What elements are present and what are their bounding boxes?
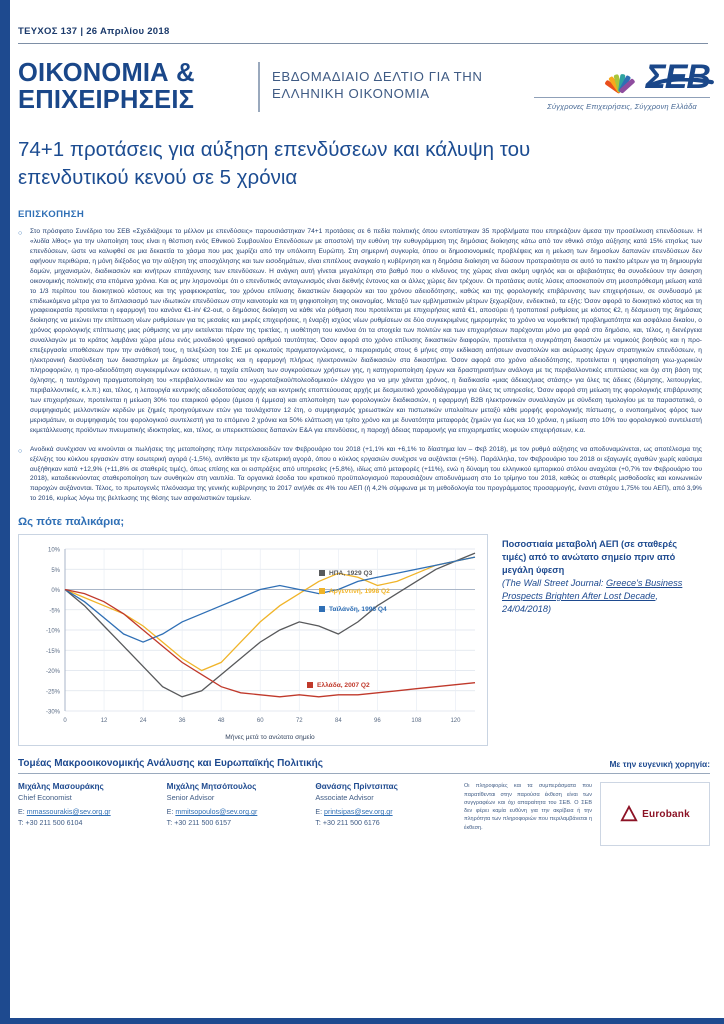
email-label: E: xyxy=(166,808,174,817)
chart-container xyxy=(18,534,488,746)
gdp-recession-line-chart xyxy=(19,535,487,745)
contact-role: Associate Advisor xyxy=(315,793,374,803)
bullet-circle-icon: ○ xyxy=(18,447,23,455)
page-content xyxy=(18,0,710,846)
svg-text:-5%: -5% xyxy=(49,608,60,615)
source-suffix: , 24/04/2018) xyxy=(502,590,658,614)
svg-text:36: 36 xyxy=(178,718,186,725)
svg-text:-20%: -20% xyxy=(45,669,60,676)
sponsor-logo xyxy=(600,782,710,846)
footer-department: Τομέας Μακροοικονομικής Ανάλυσης και Ευρωπαϊκής Πολιτικής xyxy=(18,758,323,770)
contact-email-line xyxy=(167,807,306,828)
sev-logo xyxy=(534,58,710,111)
svg-text:Μήνες μετά το ανώτατο σημείο: Μήνες μετά το ανώτατο σημείο xyxy=(225,734,315,742)
sev-logo-text: ΣΕΒ xyxy=(645,57,710,96)
svg-text:-30%: -30% xyxy=(45,709,60,716)
svg-text:84: 84 xyxy=(334,718,342,725)
email-label: E: xyxy=(315,808,323,817)
contact-card xyxy=(18,782,167,846)
svg-text:12: 12 xyxy=(100,718,108,725)
svg-text:-10%: -10% xyxy=(45,628,60,635)
burst-icon xyxy=(604,60,644,94)
contact-card xyxy=(315,782,464,846)
chart-caption-bold: Ποσοστιαία μεταβολή ΑΕΠ (σε σταθερές τιμές) από το ανώτατο σημείο πριν από μεγάλη ύφεση xyxy=(502,539,678,576)
list-item xyxy=(18,227,710,436)
list-item xyxy=(18,445,710,505)
masthead-title: ΟΙΚΟΝΟΜΙΑ & ΕΠΙΧΕΙΡΗΣΕΙΣ xyxy=(18,59,195,115)
svg-text:Αργεντινή, 1998 Q2: Αργεντινή, 1998 Q2 xyxy=(329,588,390,596)
contact-email-line xyxy=(315,807,454,828)
svg-text:ΗΠΑ, 1929 Q3: ΗΠΑ, 1929 Q3 xyxy=(329,570,373,578)
source-link[interactable]: Greece's Business Prospects Brighten After Lost Decade xyxy=(502,577,683,601)
svg-text:Ελλάδα, 2007 Q2: Ελλάδα, 2007 Q2 xyxy=(317,682,370,690)
svg-text:108: 108 xyxy=(411,718,422,725)
contact-name: Θανάσης Πρίντσιπας xyxy=(315,782,398,792)
sev-logo-graphic xyxy=(534,57,710,96)
eurobank-triangle-icon xyxy=(620,805,638,823)
svg-text:10%: 10% xyxy=(47,547,60,554)
svg-text:48: 48 xyxy=(217,718,225,725)
overview-label: ΕΠΙΣΚΟΠΗΣΗ xyxy=(18,208,85,220)
svg-text:0: 0 xyxy=(63,718,67,725)
email-label: E: xyxy=(18,808,25,817)
contact-card xyxy=(167,782,316,846)
svg-text:-15%: -15% xyxy=(45,649,60,656)
footer-header xyxy=(18,758,710,769)
svg-text:5%: 5% xyxy=(51,568,60,575)
phone-label: T: xyxy=(18,818,24,827)
paragraph-text: Ανοδικά συνέχισαν να κινούνται οι πωλήσεις της μεταποίησης πλην πετρελαιοειδών τον Φεβρουάριο του 2018 (+1,1% και +6,1% το δίαστημα Ιαν – Φεβ 2018), με τον ρυθμό αύξησης να αποδυναμώνεται, ως αποτέλεσμα της εξέλιξης του κύκλου εργασιών στην εσωτερική αγορά (-1,5%), αντίθετα με την εξωτερική αγορά, όπου ο κύκλος εργασιών συνέχισε να αυξάνεται (+5%). Παράλληλα, τον Φεβρουάριο του 2018 οι εξαγωγές αγαθών χωρίς καύσιμα αυξήθηκαν κατά +12,9% (+11,8% σε σταθερές τιμές), όπως επίσης και οι εισπράξεις από υπηρεσίες (+5,8%), ιδίως από μεταφορές (+11%), ενώ η δύναμη του ελληνικού εμπορικού στόλου αναχώται (+0,7% τον Φεβρουάριο του 2018), καταδεικνύοντας σταθεροποίηση των συνθηκών στη ναυτιλία. Τα οργανικά έσοδα του κρατικού προϋπολογισμού παρουσιάζουν αποδυνάμωση στο 1ο τρίμηνο του 2018, καθώς οι σταθερές μισθοδοσίες και κοινωνικών παροχών αυξάνονται. Τέλος, το πρωτογενές πλεόνασμα της γενικής κυβέρνησης το 2017 ανήλθε σε 4% του ΑΕΠ (ή 4,2% σύμφωνα με τη μεθοδολογία του προγράμματος προσαρμογής, έναντι στόχου 1,75% του ΑΕΠ), από 3,9% το 2016, κυρίως λόγω της βελτίωσης της θέσης των ασφαλιστικών ταμείων. xyxy=(30,445,702,503)
phone-value: +30 211 500 6176 xyxy=(322,818,380,827)
page-title: 74+1 προτάσεις για αύξηση επενδύσεων και κάλυψη του επενδυτικού κενού σε 5 χρόνια xyxy=(18,138,531,189)
swoosh-icon xyxy=(644,78,718,88)
svg-text:0%: 0% xyxy=(51,588,60,595)
contact-name: Μιχάλης Μητσόπουλος xyxy=(166,782,257,792)
svg-text:72: 72 xyxy=(295,718,303,725)
contact-name: Μιχάλης Μασουράκης xyxy=(18,782,104,792)
bullet-circle-icon: ○ xyxy=(18,229,23,237)
sponsor-label: Με την ευγενική χορηγία: xyxy=(609,759,710,770)
email-link[interactable]: printsipas@sev.org.gr xyxy=(324,808,393,817)
disclaimer-row xyxy=(464,782,710,846)
issue-line: ΤΕΥΧΟΣ 137 | 26 Απριλίου 2018 xyxy=(18,26,170,37)
disclaimer-text: Οι πληροφορίες και τα συμπεράσματα που παρατίθενται στην παρούσα έκθεση είναι των συγγραφέων και όχι απαραίτητα του ΣΕΒ. Ο ΣΕΒ δεν φέρει καμία ευθύνη για την ακρίβεια ή την πληρότητα των πληροφοριών που περιλαμβάνεται η έκθεση. xyxy=(464,783,593,831)
phone-value: +30 211 500 6157 xyxy=(174,818,232,827)
bottom-accent-bar xyxy=(0,1018,724,1024)
phone-label: T: xyxy=(315,818,321,827)
overview-bullets xyxy=(18,227,710,504)
contacts-row xyxy=(18,782,710,846)
chart-caption xyxy=(502,534,698,746)
chart-caption-source xyxy=(502,577,698,616)
masthead xyxy=(18,58,710,114)
chart-heading: Ως πότε παλικάρια; xyxy=(18,516,125,529)
masthead-vertical-rule xyxy=(258,62,260,112)
footer-divider xyxy=(18,773,710,774)
paragraph-text: Στο πρόσφατο Συνέδριο του ΣΕΒ «Σχεδιάζουμε το μέλλον με επενδύσεις» παρουσιάστηκαν 74+1 προτάσεις σε 6 πεδία πολιτικής όπου εντοπίστηκαν 35 προβλήματα που επηρεάζουν άμεσα την προσέλκυση επενδύσεων. Η «λυδία λίθος» για την υλοποίηση τους είναι η θέσπιση ενός Εθνικού Συμβουλίου Επενδύσεων με αποστολή την ευθύνη την ευθυγράμμιση της δημόσιας διοίκησης κάτω από τον εθνικό στόχο αύξησης κατά 15% ετησίως των επενδύσεων, ώστε να καλυφθεί σε μια δεκαετία το χάσμα που μας χωρίζει από την υπόλοιπη Ευρώπη. Στη σημερινή συγκυρία, όπου οι δημοσιονομικές προβλέψεις και η μείωση των δημοσίων δαπανών επενδύσεων δεν αφήνουν περιθώρια, η μόνη διέξοδος για την αύξηση της αποσχόλησης και των εισοδημάτων, είναι επιτέλους αναγκαίο η κυβέρνηση και η δημόσια διοίκηση να δώσουν προτεραιότητα σε αυτό το πακέτο μέτρων για τη δημιουργία δομών, μηχανισμών, διαδικασιών και κινήτρων επιτάχυνσης των επενδύσεων. Η ανάγκη αυτή γίνεται μεγαλύτερη στο βαθμό που ο κίνδυνος της χώρας είναι ακόμη υψηλός και οι αβεβαιότητες θα συνοδεύουν την άσκηση οικονομικής πολιτικής στα επόμενα χρόνια. Και ας μην λησμονούμε ότι ο επενδυτικός ανταγωνισμός είναι διεθνής έντονος και οι άλλες χώρες δεν τρέχουν. Οι προτάσεις αυτές λύσεις αποσκοπούν στη μεσοπρόθεσμη μείωση κατά το 1/3 περίπου του διοικητικού κόστους και της γραφειοκρατίας, του χρόνου επίλυσης δικαστικών διαφορών και του χρόνου αδειοδότησης, καθώς και της φορολογικής επιβάρυνσης των επιχειρήσεων, σε συνδυασμό με επιδιωκόμενα μέτρα για το διπλασιασμό των ιδιωτικών επενδύσεων στην καινοτομία και τη ψηφιοποίηση της οικονομίας. Μεταξύ των εμβληματικών μέτρων ξεχωρίζουν, ενδεικτικά, τα εξής: Όσον αφορά το διοικητικό κόστος και τη γραφειοκρατία προτείνεται η εφαρμογή του κανόνα €1-in/ €2-out, ο δημόσιος διοίκηση να κάθε νέα ρύθμιση που προτείνεται με επιχειρήσεις κατά €1, αποσύρει ή τροποποιεί ρυθμίσεις με κόστος €2, η δέσμευση της δημόσιας διοίκησης να μειώνει την επίπτωση νέων ρυθμίσεων για τις μεσαίες και μικρές επιχειρήσεις, η έναρξη ισχύος νέων ρυθμίσεων σε δύο συγκεκριμένες ημερομηνίες το χρόνο να νομοθετική προβληματότητα και ασφάλεια δικαίου, ο χρόνος φορολογικής επίπτωσης μιας ρύθμισης να μην εκτείνεται πέραν της τριετίας, η υιοθέτηση του κανόνα ότι τα στοιχεία των πολιτών και των επιχειρήσεων παρέχονται μόνο μια φορά στο δημόσιο, και, τέλος, η διενέργεια συναλλαγών με το κράτος λαμβάνει χώρα μέσω ενός μοναδικού ψηφιακού αριθμού ταυτότητας. Όσον αφορά στο χρόνο επίλυσης δικαστικών διαφορών, προτείνεται η συγκρότηση δικαστών με νομικούς βοηθούς και η προ-επεξεργασία υποθέσεων πριν την ανάθεσή τους, η τελεξιώση του ΣτΕ με ορκωτούς πραγματογνώμονες, ο περιορισμός στους 6 μήνες στην εκδίκαση αιτήσεων αναστολών και ακύρωσης έργων στρατηγικών επενδύσεων, η ηλεκτρονική διασύνδεση των δικαστηρίων με δημόσιες υπηρεσίες και η εφαρμογή πλήρως ηλεκτρονικών διαδικασιών στα δικαστήρια. Όσον αφορά στο χρόνο αδειοδότησης, προτείνεται η ψηφιοποίηση γεω-χωρικών πληροφοριών, η προ-αδειοδότηση συγκεκριμένων εκτάσεων, η ταχεία επίλυση των συγκρούσεων χρήσεων γης, η κατηγοριοποίηση έργων και δραστηριοτήτων ανάλογα με τις περιβαλλοντικές επιπτώσεις και όχι στη βάση της όχλησης, η ταυτόχρονη πραγματοποίηση του «περιβαλλοντικών και του «χωροταξικού/πολεοδομικού» ελέγχου για να μην χάνεται χρόνος, η διαδικασία «μιας άδειας/μιας στάσης» για όλες τις άδειες (δόμησης, λειτουργίας, περιβαλλοντικές, κ.λ.π.) και, τέλος, η λειτουργία κεντρικής αδειοδοτούσας αρχής και κεντρικής εποπτεύουσας αρχής με δεσμευτικό χρονοδιάγραμμα για όλες τις υπηρεσίες. Όσον αφορά στη μείωση της φορολογικής επιβάρυνσης των επιχειρήσεων, προτείνεται η μείωση 30% του εταιρικού φόρου (άμεσα ή έμμεσα) και απλοποίηση των φορολογικών διαδικασιών, η εφαρμογή B2B ηλεκτρονικών συναλλαγών με σύνδεση τιμολογίου με τα παραστατικά, ο συμψηφισμός μελλοντικών κερδών με ζημιές προηγούμενων ετών για τουλάχιστον 12 έτη, ο συμψηφισμός χρεωστικών και πιστωτικών υπολοίπων μεταξύ κάθε μορφής φορολογικής πίστωσης, ο ενοποιημένος φόρος των μερισμάτων, οι συμψηφισμός του φορολογικού συντελεστή για το επόμενο 2 χρόνια και 50% ελάττωση για τρίτο χρόνο και με δυνατότητα μεταφοράς ζημιών για έως και 10 χρόνια, η μείωση στο 10% του φορολογικού συντελεστή εκμετάλλευσης προϊόντων πνευματικής ιδιοκτησίας, και, τέλος, οι υπερεκπτώσεις δαπανών Ε&Α για επενδύσεις, η παροχή άδειας παραμονής για επιχειρηματίες νεοφυών επιχειρήσεων, κ.α. xyxy=(30,227,702,434)
contact-role: Chief Economist xyxy=(18,793,72,803)
svg-text:120: 120 xyxy=(450,718,461,725)
source-prefix: (The Wall Street Journal: xyxy=(502,577,604,588)
contact-email-line xyxy=(18,807,157,828)
sev-logo-tagline: Σύγχρονες Επιχειρήσεις, Σύγχρονη Ελλάδα xyxy=(547,102,697,111)
svg-text:-25%: -25% xyxy=(45,689,60,696)
left-accent-bar xyxy=(0,0,10,1024)
svg-text:24: 24 xyxy=(139,718,147,725)
svg-text:Ταϊλάνδη, 1996 Q4: Ταϊλάνδη, 1996 Q4 xyxy=(329,606,387,614)
sponsor-name: Eurobank xyxy=(642,808,690,820)
contact-role: Senior Advisor xyxy=(166,793,215,803)
chart-row xyxy=(18,534,710,746)
header-divider xyxy=(18,43,708,44)
eurobank-logo xyxy=(620,805,690,823)
email-link[interactable]: mmitsopoulos@sev.org.gr xyxy=(175,808,258,817)
masthead-subtitle: ΕΒΔΟΜΑΔΙΑΙΟ ΔΕΛΤΙΟ ΓΙΑ ΤΗΝ ΕΛΛΗΝΙΚΗ ΟΙΚΟΝΟΜΙΑ xyxy=(272,69,483,102)
svg-text:60: 60 xyxy=(256,718,264,725)
svg-text:96: 96 xyxy=(374,718,381,725)
phone-value: +30 211 500 6104 xyxy=(25,818,83,827)
logo-rule xyxy=(534,97,710,98)
phone-label: T: xyxy=(166,818,173,827)
email-link[interactable]: mmassourakis@sev.org.gr xyxy=(26,808,111,817)
